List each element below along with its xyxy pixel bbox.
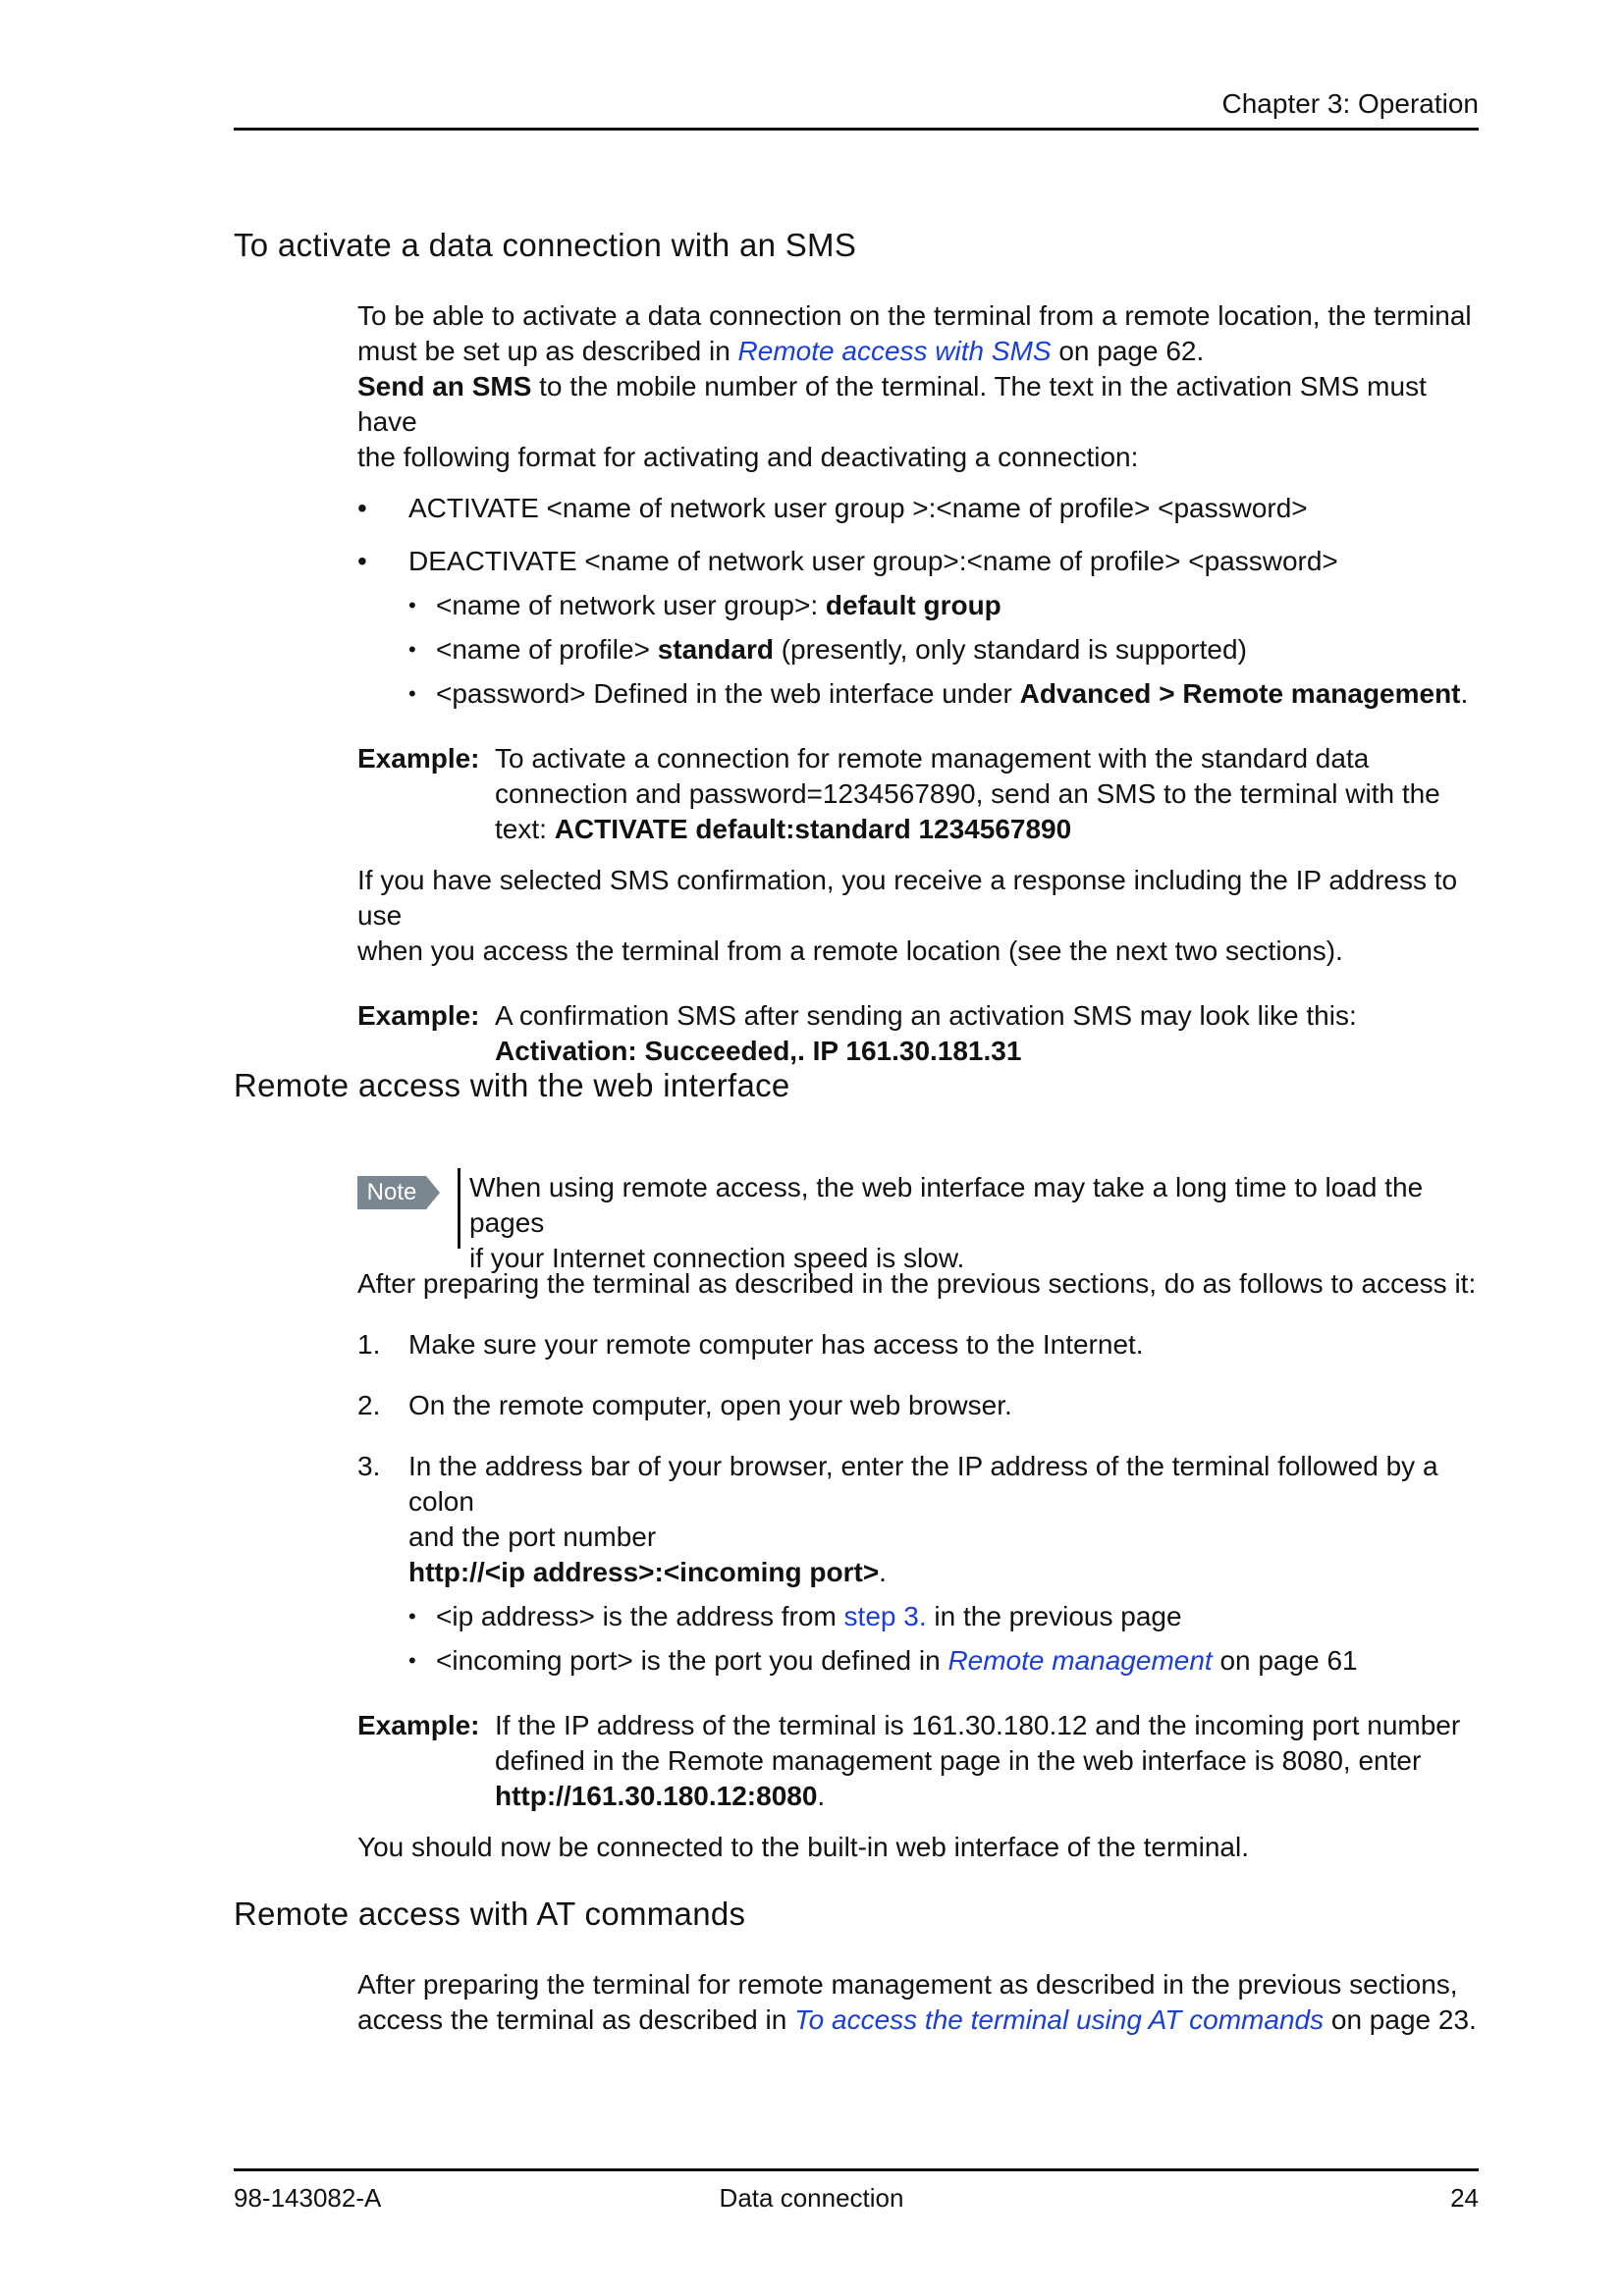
sub-bullet-ip-address: • <ip address> is the address from step 3. in the previous page [357, 1599, 1479, 1634]
link-remote-management[interactable]: Remote management [947, 1645, 1213, 1676]
sub-bullet-incoming-port: • <incoming port> is the port you defined in Remote management on page 61 [357, 1643, 1479, 1679]
example-label: Example: [357, 743, 480, 774]
note-label: Note [357, 1176, 426, 1209]
page-header-chapter: Chapter 3: Operation [1221, 88, 1479, 119]
heading-remote-web: Remote access with the web interface [234, 1067, 790, 1103]
example-confirmation: Example: A confirmation SMS after sending an activation SMS may look like this: Activation: Succeeded,. IP 161.30.181.31 [357, 1000, 1357, 1066]
sub-bullet-password: • <password> Defined in the web interface under Advanced > Remote management. [357, 676, 1479, 712]
intro-line-1: To be able to activate a data connection on the terminal from a remote location, the terminal [357, 300, 1472, 331]
example-label: Example: [357, 1000, 480, 1031]
note-badge [357, 1176, 440, 1209]
intro-line-2: must be set up as described in Remote access with SMS on page 62. [357, 336, 1205, 366]
header-rule [234, 128, 1479, 131]
bullet-activate: • ACTIVATE <name of network user group >:<name of profile> <password> [357, 491, 1479, 526]
step-1: 1. Make sure your remote computer has access to the Internet. [357, 1329, 1144, 1360]
footer-doc-number: 98-143082-A [234, 2183, 382, 2213]
section-remote-at-body: After preparing the terminal for remote management as described in the previous sections, access the terminal as described in To access the terminal using AT commands on page 23. [357, 1969, 1477, 2035]
sub-bullet-profile: • <name of profile> standard (presently, only standard is supported) [357, 632, 1479, 667]
link-step-3[interactable]: step 3. [843, 1601, 927, 1631]
step-3: 3. In the address bar of your browser, enter the IP address of the terminal followed by a colon and the port number http://<ip address>:<incoming port>. [357, 1451, 1438, 1587]
example-ip: Example: If the IP address of the terminal is 161.30.180.12 and the incoming port number defined in the Remote management page in the web interface is 8080, enter http://161.30.180.12:8080. [357, 1710, 1461, 1811]
note-divider [458, 1168, 460, 1249]
footer-rule [234, 2168, 1479, 2171]
note-arrow-icon [426, 1176, 440, 1209]
section-remote-web-body [357, 1266, 1479, 1865]
section-activate-sms-body [357, 298, 1479, 1069]
link-remote-access-sms[interactable]: Remote access with SMS [737, 336, 1052, 366]
connected-line: You should now be connected to the built-in web interface of the terminal. [357, 1832, 1249, 1862]
example-label: Example: [357, 1710, 480, 1740]
link-at-commands[interactable]: To access the terminal using AT commands [794, 2004, 1325, 2035]
sub-bullet-user-group: • <name of network user group>: default group [357, 588, 1479, 623]
footer-page-number: 24 [1450, 2183, 1479, 2213]
heading-remote-at: Remote access with AT commands [234, 1896, 746, 1932]
step-2: 2. On the remote computer, open your web browser. [357, 1390, 1012, 1420]
note-text: When using remote access, the web interface may take a long time to load the pages if your Internet connection speed is slow. [469, 1172, 1424, 1273]
after-preparing: After preparing the terminal as described in the previous sections, do as follows to access it: [357, 1268, 1477, 1299]
example-activate: Example: To activate a connection for remote management with the standard data connection and password=1234567890, send an SMS to the terminal with the text: ACTIVATE default:standard 1234567890 [357, 743, 1440, 844]
send-sms-paragraph-2: the following format for activating and deactivating a connection: [357, 442, 1139, 472]
confirm-line-1: If you have selected SMS confirmation, you receive a response including the IP address to use [357, 865, 1458, 931]
confirm-line-2: when you access the terminal from a remote location (see the next two sections). [357, 935, 1343, 966]
footer-title: Data connection [719, 2183, 904, 2213]
send-sms-paragraph: Send an SMS to the mobile number of the terminal. The text in the activation SMS must have [357, 371, 1427, 437]
heading-activate-sms: To activate a data connection with an SMS [234, 227, 857, 263]
bullet-deactivate: • DEACTIVATE <name of network user group>:<name of profile> <password> [357, 544, 1479, 579]
